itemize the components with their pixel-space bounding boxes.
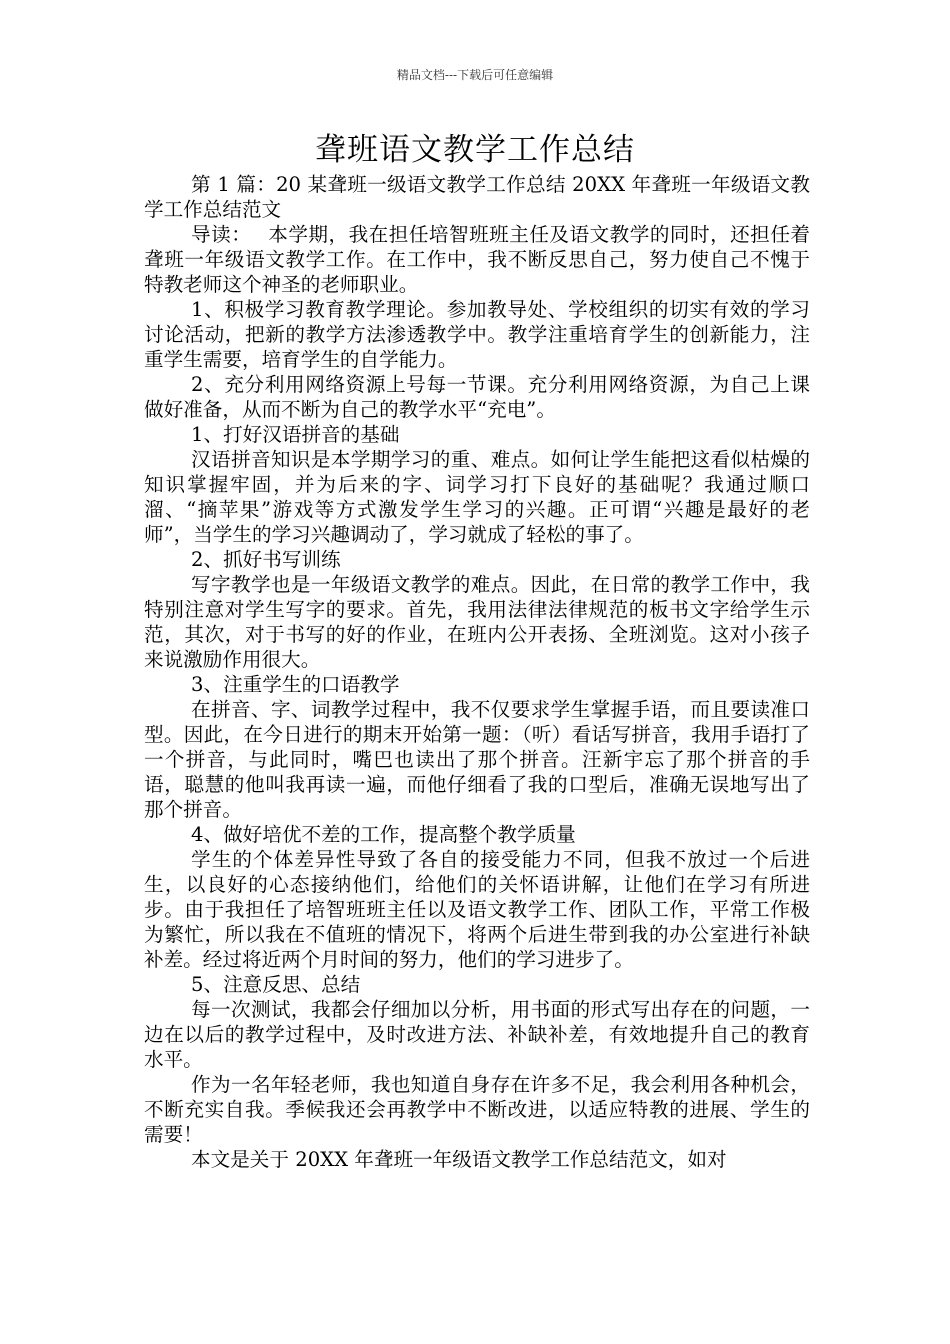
paragraph-source: 第 1 篇：20 某聋班一级语文教学工作总结 20XX 年聋班一年级语文教学工作总结范文 <box>144 173 810 221</box>
paragraph-quality: 学生的个体差异性导致了各自的接受能力不同，但我不放过一个后进生，以良好的心态接纳他们，给他们的关怀语讲解，让他们在学习有所进步。由于我担任了培智班班主任以及语文教学工作、团队工作，平常工作极为繁忙，所以我在不值班的情况下，将两个后进生带到我的办公室进行补缺补差。经过将近两个月时间的努力，他们的学习进步了。 <box>144 848 810 971</box>
document-title: 聋班语文教学工作总结 <box>315 132 635 168</box>
paragraph-writing: 写字教学也是一年级语文教学的难点。因此，在日常的教学工作中，我特别注意对学生写字的要求。首先，我用法律法律规范的板书文字给学生示范，其次，对于书写的好的作业，在班内公开表扬、全班浏览。这对小孩子来说激励作用很大。 <box>144 573 810 671</box>
section-heading-writing: 2、抓好书写训练 <box>191 548 341 571</box>
paragraph-pinyin: 汉语拼音知识是本学期学习的重、难点。如何让学生能把这看似枯燥的知识掌握牢固，并为后来的字、词学习打下良好的基础呢？我通过顺口溜、“摘苹果”游戏等方式激发学生学习的兴趣。正可谓“兴趣是最好的老师”，当学生的学习兴趣调动了，学习就成了轻松的事了。 <box>144 448 810 546</box>
paragraph-reflection: 每一次测试，我都会仔细加以分析，用书面的形式写出存在的问题，一边在以后的教学过程中，及时改进方法、补缺补差，有效地提升自己的教育水平。 <box>144 998 810 1071</box>
paragraph-closing: 本文是关于 20XX 年聋班一年级语文教学工作总结范文，如对 <box>191 1148 727 1171</box>
paragraph-intro: 导读： 本学期，我在担任培智班班主任及语文教学的同时，还担任着聋班一年级语文教学工作。在工作中，我不断反思自己，努力使自己不愧于特教老师这个神圣的老师职业。 <box>144 223 810 296</box>
paragraph-resources: 2、充分利用网络资源上号每一节课。充分利用网络资源，为自己上课做好准备，从而不断为自己的教学水平“充电”。 <box>144 373 810 421</box>
paragraph-theory: 1、积极学习教育教学理论。参加教导处、学校组织的切实有效的学习讨论活动，把新的教学方法渗透教学中。教学注重培育学生的创新能力，注重学生需要，培育学生的自学能力。 <box>144 298 810 371</box>
document-body <box>144 172 810 1172</box>
section-heading-oral: 3、注重学生的口语教学 <box>191 673 400 696</box>
section-heading-pinyin: 1、打好汉语拼音的基础 <box>191 423 400 446</box>
section-heading-reflection: 5、注意反思、总结 <box>191 973 361 996</box>
section-heading-quality: 4、做好培优不差的工作，提高整个教学质量 <box>191 823 576 846</box>
paragraph-self: 作为一名年轻老师，我也知道自身存在许多不足，我会利用各种机会，不断充实自我。季候我还会再教学中不断改进，以适应特教的进展、学生的需要！ <box>144 1073 810 1146</box>
paragraph-oral: 在拼音、字、词教学过程中，我不仅要求学生掌握手语，而且要读准口型。因此，在今日进行的期末开始第一题：（听）看话写拼音，我用手语打了一个拼音，与此同时，嘴巴也读出了那个拼音。汪新宇忘了那个拼音的手语，聪慧的他叫我再读一遍，而他仔细看了我的口型后，准确无误地写出了那个拼音。 <box>144 698 810 821</box>
page-header: 精品文档---下载后可任意编辑 <box>396 68 554 82</box>
